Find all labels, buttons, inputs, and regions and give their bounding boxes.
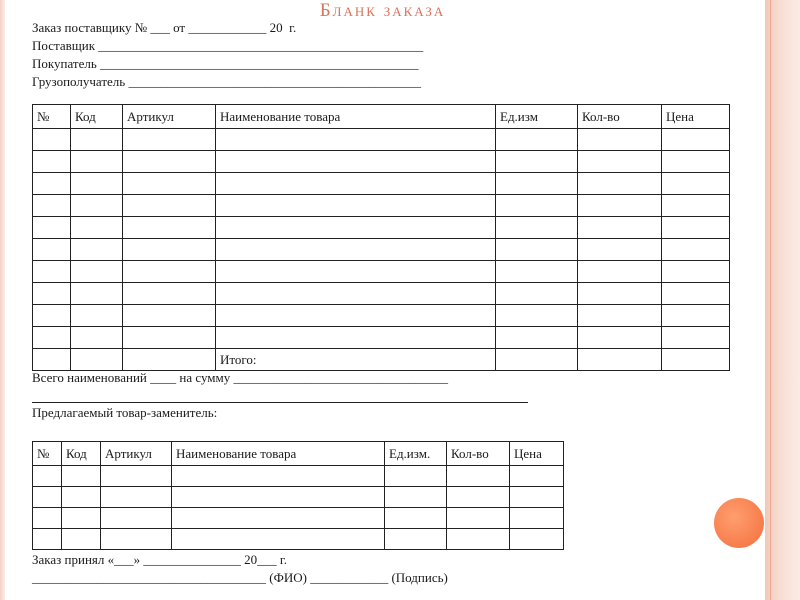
table-cell <box>123 283 216 305</box>
column-header-price: Цена <box>510 442 564 466</box>
table-cell <box>510 529 564 550</box>
table-cell <box>33 239 71 261</box>
table-cell <box>578 327 662 349</box>
table-cell <box>496 261 578 283</box>
table-row <box>33 151 730 173</box>
table-cell <box>578 173 662 195</box>
table-row <box>33 508 564 529</box>
table-cell <box>123 239 216 261</box>
table-cell <box>662 305 730 327</box>
total-label: Итого: <box>216 349 496 371</box>
table-cell <box>496 129 578 151</box>
table-cell <box>216 239 496 261</box>
table-row <box>33 261 730 283</box>
table-cell <box>123 327 216 349</box>
table-cell <box>496 305 578 327</box>
table-cell <box>216 129 496 151</box>
table-cell <box>578 261 662 283</box>
substitute-table <box>32 441 564 550</box>
consignee-line: Грузополучатель _____________________________________________ <box>32 74 421 89</box>
table-cell <box>172 529 385 550</box>
table-cell <box>216 195 496 217</box>
frame-divider-line <box>770 0 771 600</box>
table-cell <box>123 305 216 327</box>
table-cell <box>101 487 172 508</box>
table-cell <box>172 508 385 529</box>
table-row <box>33 487 564 508</box>
column-header-code: Код <box>71 105 123 129</box>
table-cell <box>101 529 172 550</box>
column-header-number: № <box>33 442 62 466</box>
table-cell <box>496 239 578 261</box>
table-cell <box>385 466 447 487</box>
table-cell <box>71 195 123 217</box>
table-cell <box>578 349 662 371</box>
table-cell <box>123 217 216 239</box>
table-cell <box>33 466 62 487</box>
blank-line <box>32 402 528 403</box>
column-header-quantity: Кол-во <box>447 442 510 466</box>
table-row <box>33 529 564 550</box>
table-cell <box>71 327 123 349</box>
column-header-product-name: Наименование товара <box>216 105 496 129</box>
table-cell <box>123 129 216 151</box>
table-cell <box>33 261 71 283</box>
form-title: Бланк заказа <box>319 0 446 21</box>
table-cell <box>33 305 71 327</box>
table-row <box>33 217 730 239</box>
table-cell <box>71 129 123 151</box>
decorative-circle <box>714 498 764 548</box>
table-cell <box>101 508 172 529</box>
table-cell <box>216 327 496 349</box>
table-cell <box>578 217 662 239</box>
table-cell <box>62 466 101 487</box>
table-cell <box>216 173 496 195</box>
table-cell <box>496 327 578 349</box>
order-accepted-line: Заказ принял «___» _______________ 20___ г. <box>32 552 288 567</box>
table-cell <box>71 239 123 261</box>
table-cell <box>496 195 578 217</box>
table-cell <box>496 283 578 305</box>
table-cell <box>71 349 123 371</box>
table-cell <box>216 305 496 327</box>
table-cell <box>662 151 730 173</box>
table-cell <box>662 261 730 283</box>
column-header-unit: Ед.изм <box>496 105 578 129</box>
table-row <box>33 239 730 261</box>
table-cell <box>662 217 730 239</box>
order-number-line: Заказ поставщику № ___ от ____________ 20 г. <box>32 20 297 35</box>
table-cell <box>123 195 216 217</box>
order-table-header-row <box>33 105 730 129</box>
table-cell <box>71 261 123 283</box>
table-cell <box>33 349 71 371</box>
table-cell <box>216 217 496 239</box>
column-header-price: Цена <box>662 105 730 129</box>
buyer-line: Покупатель _________________________________________________ <box>32 56 419 71</box>
left-frame-strip <box>0 0 5 600</box>
table-cell <box>62 487 101 508</box>
table-cell <box>216 261 496 283</box>
table-cell <box>578 195 662 217</box>
table-cell <box>71 173 123 195</box>
table-cell <box>172 466 385 487</box>
table-cell <box>510 508 564 529</box>
table-cell <box>71 283 123 305</box>
table-row <box>33 173 730 195</box>
table-cell <box>33 529 62 550</box>
table-cell <box>662 195 730 217</box>
table-cell <box>33 327 71 349</box>
table-cell <box>33 217 71 239</box>
total-items-line: Всего наименований ____ на сумму _________________________________ <box>32 370 448 385</box>
column-header-number: № <box>33 105 71 129</box>
table-cell <box>123 173 216 195</box>
table-row <box>33 349 730 371</box>
substitute-label: Предлагаемый товар-заменитель: <box>32 405 218 420</box>
table-cell <box>71 151 123 173</box>
table-cell <box>662 129 730 151</box>
table-cell <box>71 305 123 327</box>
table-cell <box>447 487 510 508</box>
column-header-unit: Ед.изм. <box>385 442 447 466</box>
table-cell <box>123 151 216 173</box>
table-cell <box>385 508 447 529</box>
table-cell <box>33 283 71 305</box>
table-row <box>33 283 730 305</box>
table-cell <box>578 239 662 261</box>
table-row <box>33 466 564 487</box>
column-header-article: Артикул <box>123 105 216 129</box>
table-cell <box>62 508 101 529</box>
table-row <box>33 129 730 151</box>
table-cell <box>510 487 564 508</box>
table-cell <box>662 173 730 195</box>
table-cell <box>447 466 510 487</box>
table-cell <box>578 283 662 305</box>
table-cell <box>662 283 730 305</box>
table-row <box>33 195 730 217</box>
table-cell <box>510 466 564 487</box>
table-cell <box>385 529 447 550</box>
table-cell <box>662 349 730 371</box>
signature-line: ____________________________________ (ФИО) ____________ (Подпись) <box>32 570 448 585</box>
table-cell <box>385 487 447 508</box>
column-header-article: Артикул <box>101 442 172 466</box>
table-cell <box>662 239 730 261</box>
table-cell <box>496 173 578 195</box>
supplier-line: Поставщик __________________________________________________ <box>32 38 424 53</box>
table-cell <box>216 283 496 305</box>
column-header-product-name: Наименование товара <box>172 442 385 466</box>
table-cell <box>33 487 62 508</box>
table-cell <box>33 151 71 173</box>
table-cell <box>496 349 578 371</box>
table-cell <box>578 129 662 151</box>
column-header-quantity: Кол-во <box>578 105 662 129</box>
table-row <box>33 327 730 349</box>
table-cell <box>172 487 385 508</box>
table-cell <box>578 151 662 173</box>
table-cell <box>101 466 172 487</box>
table-row <box>33 305 730 327</box>
table-cell <box>578 305 662 327</box>
table-cell <box>662 327 730 349</box>
table-cell <box>123 349 216 371</box>
table-cell <box>33 195 71 217</box>
table-cell <box>33 508 62 529</box>
table-cell <box>33 173 71 195</box>
table-cell <box>71 217 123 239</box>
table-cell <box>123 261 216 283</box>
table-cell <box>33 129 71 151</box>
table-cell <box>447 529 510 550</box>
table-cell <box>62 529 101 550</box>
substitute-table-header-row <box>33 442 564 466</box>
table-cell <box>447 508 510 529</box>
column-header-code: Код <box>62 442 101 466</box>
order-table <box>32 104 730 371</box>
table-cell <box>496 151 578 173</box>
table-cell <box>496 217 578 239</box>
table-cell <box>216 151 496 173</box>
